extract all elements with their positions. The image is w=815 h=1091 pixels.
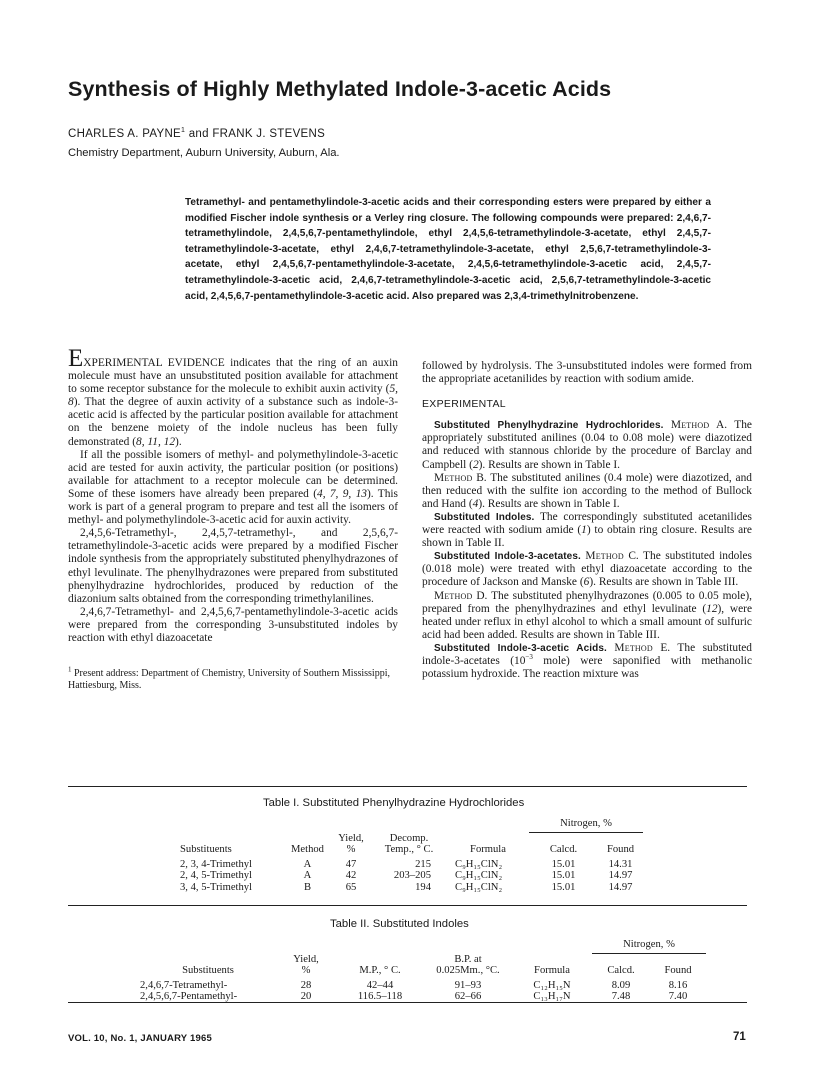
paragraph-text: ). Results are shown in Table I. bbox=[478, 458, 620, 471]
journal-issue-line: VOL. 10, No. 1, JANUARY 1965 bbox=[68, 1033, 212, 1044]
column-header: M.P., ° C. bbox=[359, 965, 401, 976]
paragraph-method-a bbox=[422, 419, 752, 471]
table-cell: 91–93 bbox=[454, 979, 482, 991]
table2-group-header-row bbox=[140, 939, 706, 954]
table-cell: 14.97 bbox=[608, 881, 633, 893]
paragraph-text: E. The substituted indole-3-acetates (10 bbox=[422, 641, 752, 667]
affiliation: Chemistry Department, Auburn University, Auburn, Ala. bbox=[68, 147, 340, 159]
author-footnote-mark: 1 bbox=[181, 127, 186, 135]
paragraph-method-c bbox=[422, 550, 752, 589]
intro-text: ). That the degree of auxin activity of a substance such as indole-3-acetic acid is affected by the particular position available for attachment on the benzene moiety of the indole nucleus has been fully demonstrated ( bbox=[68, 396, 398, 448]
table2-header-row-2 bbox=[140, 965, 706, 980]
intro-paragraph bbox=[68, 345, 398, 449]
author-1: CHARLES A. PAYNE bbox=[68, 128, 182, 140]
table-cell: 62–66 bbox=[454, 991, 482, 1002]
table-cell: C₉H₁₅ClN₂ bbox=[455, 881, 503, 893]
table-cell: 2,4,5,6,7-Pentamethyl- bbox=[140, 991, 238, 1002]
group-header-label: Nitrogen, % bbox=[623, 939, 675, 950]
exponent: −3 bbox=[525, 653, 533, 662]
citation: 2 bbox=[472, 458, 479, 471]
article-title: Synthesis of Highly Methylated Indole-3-acetic Acids bbox=[68, 77, 612, 101]
table-cell: 15.01 bbox=[551, 870, 576, 881]
paragraph-text: mole) were saponified with methanolic potassium hydroxide. The reaction mixture was bbox=[422, 654, 752, 681]
table1 bbox=[180, 818, 643, 893]
paragraph-method-b bbox=[422, 472, 752, 511]
paragraph-method-e bbox=[422, 642, 752, 681]
column-header: Yield, bbox=[293, 953, 319, 965]
footnote-text: Present address: Department of Chemistry, University of Southern Mississippi, Hattiesburg, Miss. bbox=[68, 668, 390, 691]
table-cell: 15.01 bbox=[551, 881, 576, 893]
column-header: Found bbox=[606, 844, 635, 855]
column-header: Formula bbox=[470, 844, 506, 855]
table1-header-row-1 bbox=[180, 833, 643, 845]
table-cell: 14.97 bbox=[608, 870, 633, 881]
page-number: 71 bbox=[733, 1031, 746, 1043]
column-header: Calcd. bbox=[549, 844, 578, 855]
column-header: % bbox=[301, 965, 311, 976]
table-cell: 14.31 bbox=[608, 858, 633, 870]
table-cell: 2, 3, 4-Trimethyl bbox=[180, 858, 253, 870]
table2-top-rule bbox=[68, 905, 747, 906]
author-2: FRANK J. STEVENS bbox=[212, 128, 326, 140]
table-cell: 2, 4, 5-Trimethyl bbox=[180, 870, 253, 881]
table-cell: C₁₂H₁₅N bbox=[533, 979, 571, 991]
table1-group-header bbox=[529, 818, 643, 833]
footnote bbox=[68, 665, 398, 692]
paragraph-text: ). This work is part of a general program to prepare and test all the isomers of methyl- and polymethylindole-3-acetic acid for auxin activity. bbox=[68, 487, 398, 527]
method-label: Method bbox=[434, 589, 473, 602]
table-cell: A bbox=[303, 870, 312, 881]
table-cell: 2,4,6,7-Tetramethyl- bbox=[140, 979, 228, 991]
right-column bbox=[422, 360, 752, 681]
table-cell: 7.48 bbox=[611, 991, 631, 1002]
citation: 5, 8 bbox=[68, 383, 398, 409]
method-label: Method bbox=[614, 641, 653, 654]
table-row bbox=[180, 859, 643, 871]
table-cell: 116.5–118 bbox=[357, 991, 403, 1002]
method-label: Method bbox=[434, 471, 473, 484]
table-cell: 8.16 bbox=[668, 979, 688, 991]
column-header: 0.025Mm., °C. bbox=[436, 965, 500, 976]
citation: 4, 7, 9, 13 bbox=[317, 487, 367, 500]
left-column bbox=[68, 345, 398, 645]
table1-header-row-2 bbox=[180, 844, 643, 859]
table1-group-header-row bbox=[180, 818, 643, 833]
intro-text: ). bbox=[175, 435, 182, 448]
table-cell: 3, 4, 5-Trimethyl bbox=[180, 881, 253, 893]
column-header: Substituents bbox=[180, 844, 232, 855]
column-header: % bbox=[346, 844, 356, 855]
table-cell: A bbox=[303, 858, 312, 870]
table-cell: 15.01 bbox=[551, 858, 576, 870]
drop-cap: E bbox=[68, 345, 84, 372]
table-cell: 215 bbox=[415, 858, 431, 870]
column-header: Formula bbox=[534, 965, 570, 976]
table-cell: 42 bbox=[345, 870, 357, 881]
table2-title: Table II. Substituted Indoles bbox=[330, 918, 469, 930]
table-cell: C₉H₁₅ClN₂ bbox=[455, 858, 503, 870]
paragraph-text: ) to obtain ring closure. Results are shown in Table II. bbox=[422, 524, 752, 550]
table2-bottom-rule bbox=[68, 1002, 747, 1003]
table-cell: B bbox=[303, 881, 312, 893]
table-cell: 65 bbox=[345, 881, 357, 893]
citation: 8, 11, 12 bbox=[136, 435, 176, 448]
column-header: Temp., ° C. bbox=[384, 844, 434, 855]
abstract: Tetramethyl- and pentamethylindole-3-acetic acids and their corresponding esters were prepared by either a modified Fischer indole synthesis or a Verley ring closure. The following compounds were prepared: 2,4,6,7-tetramethylindole, 2,4,5,6,7-pentamethylindole, ethyl 2,4,5,6-tetramethylindole-3-acetate, ethyl 2,4,5,7-tetramethylindole-3-acetate, ethyl 2,4,6,7-tetramethylindole-3-acetate, ethyl 2,5,6,7-tetramethylindole-3-acetate, ethyl 2,4,5,6,7-pentamethylindole-3-acetate, 2,4,5,6-tetramethylindole-3-acetic acid, 2,4,5,7-tetramethylindole-3-acetic acid, 2,4,6,7-tetramethylindole-3-acetic acid, 2,5,6,7-tetramethylindole-3-acetic acid, 2,4,5,6,7-pentamethylindole-3-acetic acid. Also prepared was 2,3,4-trimethylnitrobenzene. bbox=[185, 197, 711, 302]
author-line bbox=[68, 128, 325, 140]
intro-caps: XPERIMENTAL EVIDENCE bbox=[83, 357, 225, 369]
table-cell: 28 bbox=[300, 979, 312, 991]
intro-text: indicates that the ring of an auxin molecule must have an unsubstituted position available for attachment to some receptor substance for the molecule to exhibit auxin activity ( bbox=[68, 357, 398, 396]
group-header-label: Nitrogen, % bbox=[560, 818, 612, 829]
paragraph-method-d bbox=[422, 590, 752, 642]
table-cell: 194 bbox=[415, 881, 431, 893]
table-row bbox=[140, 991, 706, 1003]
run-in-heading: Substituted Phenylhydrazine Hydrochlorides. bbox=[434, 420, 664, 432]
paragraph bbox=[68, 449, 398, 528]
paragraph-text: B. The substituted anilines (0.4 mole) were diazotized, and then reduced with the sulfite ion according to the method of Bullock and Hand ( bbox=[422, 471, 752, 510]
table-cell: C₉H₁₅ClN₂ bbox=[455, 870, 503, 881]
method-label: Method bbox=[585, 550, 624, 563]
table2 bbox=[140, 939, 706, 1003]
citation: 4 bbox=[472, 497, 479, 510]
column-header: Found bbox=[664, 965, 692, 976]
column-header: B.P. at bbox=[454, 953, 482, 965]
table-cell: C₁₃H₁₇N bbox=[533, 991, 571, 1002]
table-cell: 203–205 bbox=[393, 870, 431, 881]
paragraph-text: ). Results are shown in Table III. bbox=[589, 576, 739, 589]
table-row bbox=[180, 870, 643, 882]
column-header: Method bbox=[291, 844, 324, 855]
paragraph-text: If all the possible isomers of methyl- and polymethylindole-3-acetic acid are tested for auxin activity, the particular position (or positions) available for attachment to a receptor molecule can be determined. Some of these isomers have already been prepared ( bbox=[68, 448, 398, 500]
table-cell: 42–44 bbox=[366, 979, 394, 991]
footnote-mark: 1 bbox=[68, 665, 72, 674]
section-heading-experimental: EXPERIMENTAL bbox=[422, 398, 506, 411]
table-row bbox=[140, 980, 706, 992]
table-cell: 47 bbox=[345, 858, 357, 870]
paragraph-text: A. The appropriately substituted anilines (0.04 to 0.08 mole) were diazotized and reduced with stannous chloride by the procedure of Barclay and Campbell ( bbox=[422, 419, 752, 471]
column-header: Decomp. bbox=[389, 832, 429, 844]
table-cell: 20 bbox=[300, 991, 312, 1002]
column-header: Substituents bbox=[182, 965, 234, 976]
table-cell: 7.40 bbox=[668, 991, 688, 1002]
author-conjunction: and bbox=[185, 128, 213, 140]
run-in-heading: Substituted Indoles. bbox=[434, 511, 535, 523]
run-in-heading: Substituted Indole-3-acetates. bbox=[434, 551, 581, 563]
method-label: Method bbox=[670, 419, 710, 432]
table1-title: Table I. Substituted Phenylhydrazine Hydrochlorides bbox=[263, 797, 525, 809]
citation: 1 bbox=[581, 524, 587, 537]
paragraph: 2,4,5,6-Tetramethyl-, 2,4,5,7-tetramethyl-, and 2,5,6,7-tetramethylindole-3-acetic acids were prepared by a modified Fischer indole synthesis from the appropriately substituted phenylhydrazones of ethyl levulinate. The phenylhydrazones were prepared from substituted phenylhydrazine hydrochlorides, produced by reduction of the diazonium salts obtained from the corresponding trimethylanilines. bbox=[68, 527, 398, 605]
paragraph-indoles bbox=[422, 511, 752, 550]
paragraph-text: The correspondingly substituted acetanilides were reacted with sodium amide ( bbox=[422, 510, 752, 537]
column-header: Calcd. bbox=[607, 965, 635, 976]
run-in-heading: Substituted Indole-3-acetic Acids. bbox=[434, 642, 607, 654]
paragraph: 2,4,6,7-Tetramethyl- and 2,4,5,6,7-pentamethylindole-3-acetic acids were prepared from the corresponding 3-unsubstituted indoles by reaction with ethyl diazoacetate bbox=[68, 605, 398, 644]
table-cell: 8.09 bbox=[611, 979, 631, 991]
citation: 6 bbox=[583, 576, 590, 589]
table-row bbox=[180, 882, 643, 894]
paragraph-text: C. The substituted indoles (0.018 mole) were treated with ethyl diazoacetate according to the procedure of Jackson and Manske ( bbox=[422, 550, 752, 589]
column-header: Yield, bbox=[338, 832, 364, 844]
paragraph-text: ), were heated under reflux in ethyl alcohol to which a small amount of sulfuric acid had been added. Results are shown in Table III. bbox=[422, 602, 752, 641]
table2-header-row-1 bbox=[140, 954, 706, 966]
table1-top-rule bbox=[68, 786, 747, 787]
paragraph-text: ). Results are shown in Table I. bbox=[478, 497, 620, 510]
paragraph: followed by hydrolysis. The 3-unsubstituted indoles were formed from the appropriate acetanilides by reaction with sodium amide. bbox=[422, 360, 752, 386]
table2-group-header bbox=[592, 939, 706, 954]
citation: 12 bbox=[706, 602, 718, 615]
paragraph-text: D. The substituted phenylhydrazones (0.005 to 0.05 mole), prepared from the phenylhydrazines and ethyl levulinate ( bbox=[422, 589, 752, 615]
